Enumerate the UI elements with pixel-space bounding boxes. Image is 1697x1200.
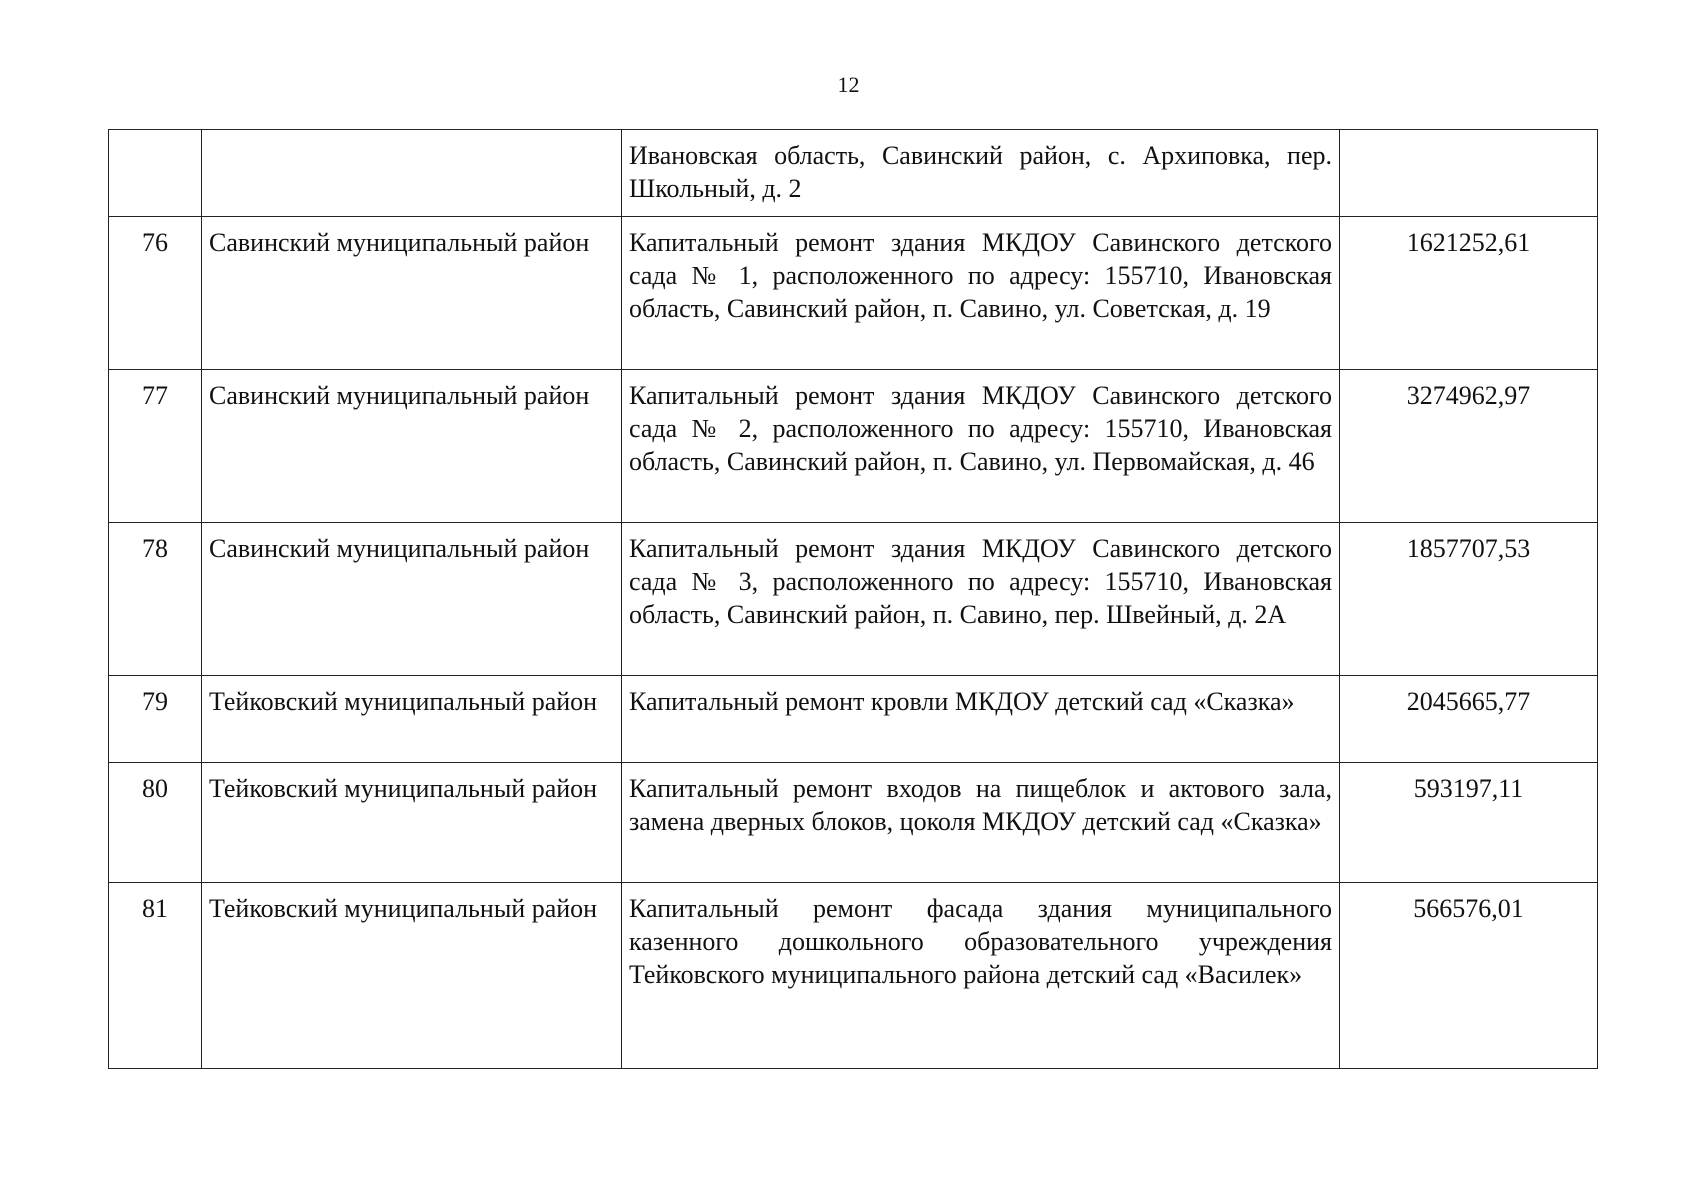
objects-table — [108, 129, 1598, 1069]
row-number: 81 — [109, 883, 202, 1069]
work-description: Капитальный ремонт фасада здания муниципального казенного дошкольного образовательного учреждения Тейковского муниципального района детский сад «Василек» — [622, 883, 1340, 1069]
district-name: Савинский муниципальный район — [202, 217, 622, 370]
table-row — [109, 370, 1598, 523]
row-number: 78 — [109, 523, 202, 676]
work-description: Капитальный ремонт здания МКДОУ Савинского детского сада № 1, расположенного по адресу: 155710, Ивановская область, Савинский район, п. Савино, ул. Советская, д. 19 — [622, 217, 1340, 370]
row-number: 79 — [109, 676, 202, 763]
table-row — [109, 217, 1598, 370]
row-number: 76 — [109, 217, 202, 370]
amount — [1340, 130, 1598, 217]
amount: 1857707,53 — [1340, 523, 1598, 676]
row-number — [109, 130, 202, 217]
work-description: Капитальный ремонт кровли МКДОУ детский сад «Сказка» — [622, 676, 1340, 763]
district-name: Тейковский муниципальный район — [202, 676, 622, 763]
amount: 566576,01 — [1340, 883, 1598, 1069]
row-number: 77 — [109, 370, 202, 523]
table-row — [109, 523, 1598, 676]
district-name: Савинский муниципальный район — [202, 523, 622, 676]
amount: 593197,11 — [1340, 763, 1598, 883]
table-row — [109, 676, 1598, 763]
district-name: Тейковский муниципальный район — [202, 883, 622, 1069]
row-number: 80 — [109, 763, 202, 883]
work-description: Капитальный ремонт входов на пищеблок и актового зала, замена дверных блоков, цоколя МКДОУ детский сад «Сказка» — [622, 763, 1340, 883]
amount: 2045665,77 — [1340, 676, 1598, 763]
table-row — [109, 130, 1598, 217]
district-name: Тейковский муниципальный район — [202, 763, 622, 883]
work-description: Капитальный ремонт здания МКДОУ Савинского детского сада № 2, расположенного по адресу: 155710, Ивановская область, Савинский район, п. Савино, ул. Первомайская, д. 46 — [622, 370, 1340, 523]
table-row — [109, 883, 1598, 1069]
amount: 1621252,61 — [1340, 217, 1598, 370]
work-description: Капитальный ремонт здания МКДОУ Савинского детского сада № 3, расположенного по адресу: 155710, Ивановская область, Савинский район, п. Савино, пер. Швейный, д. 2А — [622, 523, 1340, 676]
amount: 3274962,97 — [1340, 370, 1598, 523]
page-number: 12 — [837, 72, 860, 97]
table-row — [109, 763, 1598, 883]
district-name — [202, 130, 622, 217]
district-name: Савинский муниципальный район — [202, 370, 622, 523]
work-description: Ивановская область, Савинский район, с. Архиповка, пер. Школьный, д. 2 — [622, 130, 1340, 217]
